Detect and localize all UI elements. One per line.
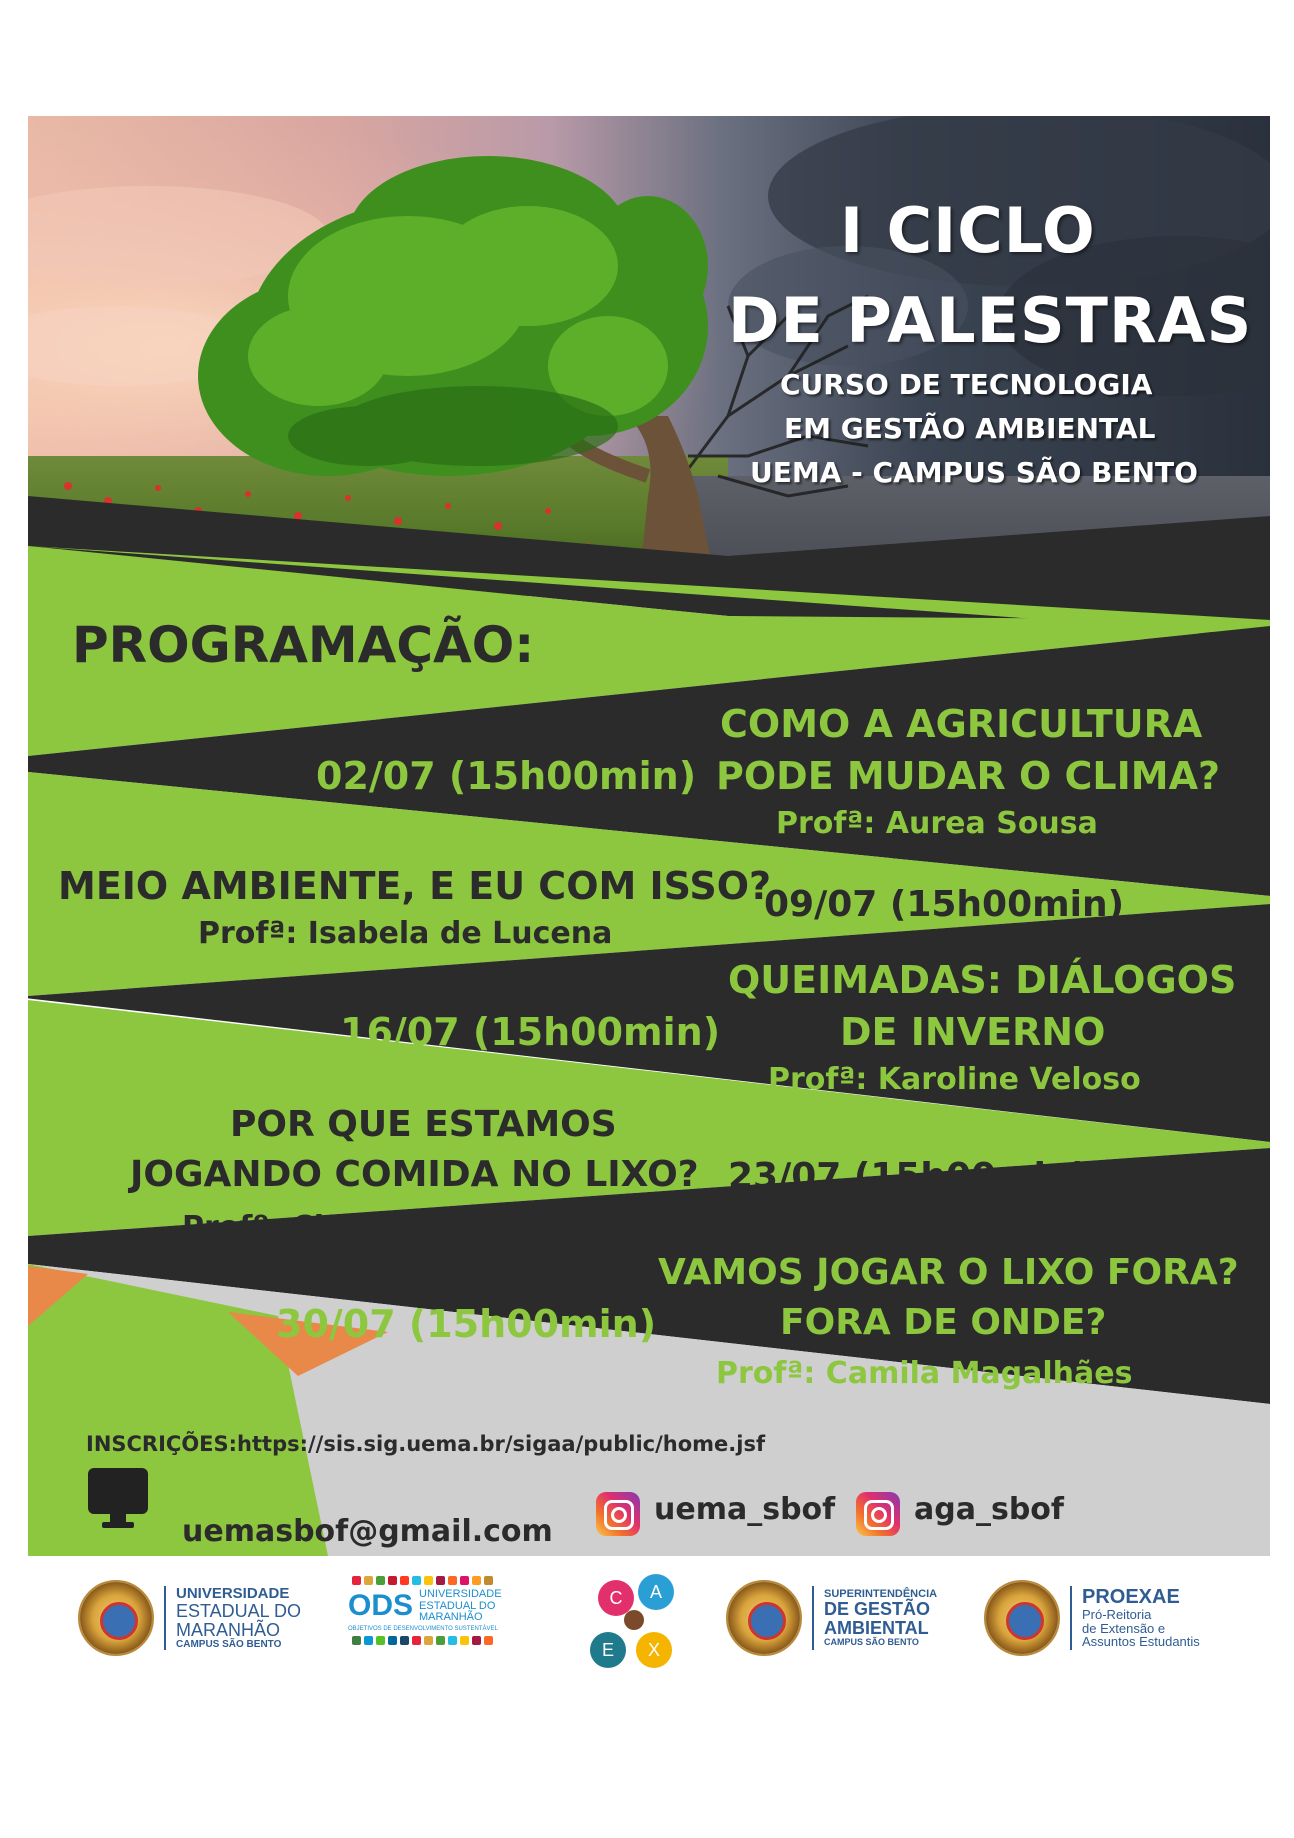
subtitle-line-2: EM GESTÃO AMBIENTAL: [784, 412, 1156, 445]
ods-line-1: UNIVERSIDADE: [419, 1588, 502, 1600]
registration-link[interactable]: INSCRIÇÕES:https://sis.sig.uema.br/sigaa/public/home.jsf: [86, 1432, 766, 1456]
poster: [28, 116, 1270, 1678]
caex-letter-a: A: [638, 1574, 674, 1610]
title-line-2: DE PALESTRAS: [728, 284, 1253, 357]
monitor-icon: [86, 1466, 150, 1524]
talk-3-title-line-1: QUEIMADAS: DIÁLOGOS: [728, 958, 1237, 1002]
caex-letter-x: X: [636, 1632, 672, 1668]
sga-line-1: SUPERINTENDÊNCIA: [824, 1587, 938, 1600]
talk-1-date: 02/07 (15h00min): [316, 754, 697, 798]
caex-letter-e: E: [590, 1632, 626, 1668]
sga-seal: [726, 1580, 802, 1656]
sga-line-3: AMBIENTAL: [824, 1618, 929, 1639]
talk-2-title-line-1: MEIO AMBIENTE, E EU COM ISSO?: [58, 864, 772, 908]
instagram-handle-1[interactable]: uema_sbof: [654, 1492, 836, 1527]
talk-3-date: 16/07 (15h00min): [340, 1010, 721, 1054]
ods-line-3: MARANHÃO: [419, 1611, 483, 1624]
instagram-handle-2[interactable]: aga_sbof: [914, 1492, 1064, 1527]
footer-logos: [28, 1556, 1270, 1678]
talk-5-date: 30/07 (15h00min): [276, 1302, 657, 1346]
ods-mark: ODS: [348, 1589, 414, 1623]
ods-line-2: ESTADUAL DO: [419, 1599, 496, 1612]
talk-1-speaker: Profª: Aurea Sousa: [776, 806, 1098, 841]
logo-caex: [586, 1574, 686, 1674]
instagram-icon: [596, 1492, 640, 1536]
proexae-seal: [984, 1580, 1060, 1656]
talk-5-title-line-1: VAMOS JOGAR O LIXO FORA?: [658, 1252, 1239, 1293]
logo-ods: [348, 1576, 528, 1666]
sga-line-2: DE GESTÃO: [824, 1599, 931, 1620]
proexae-line-4: Assuntos Estudantis: [1082, 1634, 1200, 1650]
subtitle-line-1: CURSO DE TECNOLOGIA: [780, 368, 1153, 401]
talk-1-title-line-1: COMO A AGRICULTURA: [720, 702, 1203, 746]
uema-seal: [78, 1580, 154, 1656]
talk-1-title-line-2: PODE MUDAR O CLIMA?: [716, 754, 1221, 798]
ods-caption: OBJETIVOS DE DESENVOLVIMENTO SUSTENTÁVEL: [348, 1625, 498, 1632]
subtitle-line-3: UEMA - CAMPUS SÃO BENTO: [750, 456, 1198, 489]
logo-proexae: [984, 1570, 1200, 1666]
talk-2-speaker: Profª: Isabela de Lucena: [198, 916, 613, 951]
program-heading: PROGRAMAÇÃO:: [72, 616, 535, 674]
talk-4-title-line-2: JOGANDO COMIDA NO LIXO?: [130, 1154, 699, 1195]
proexae-line-2: Pró-Reitoria: [1082, 1607, 1152, 1623]
talk-5-speaker: Profª: Camila Magalhães: [716, 1356, 1133, 1391]
proexae-line-3: de Extensão e: [1082, 1620, 1166, 1636]
talk-5-title-line-2: FORA DE ONDE?: [780, 1302, 1107, 1343]
talk-4-date: 23/07 (15h00min): [728, 1156, 1089, 1197]
uema-line-2: ESTADUAL DO: [176, 1600, 302, 1621]
instagram-icon: [856, 1492, 900, 1536]
uema-line-3: MARANHÃO: [176, 1619, 281, 1640]
logo-gestao-ambiental: [726, 1570, 937, 1666]
proexae-line-1: PROEXAE: [1082, 1586, 1180, 1609]
uema-line-1: UNIVERSIDADE: [176, 1584, 290, 1602]
talk-3-title-line-2: DE INVERNO: [840, 1010, 1106, 1054]
title-line-1: I CICLO: [840, 194, 1096, 267]
caex-letter-c: C: [598, 1580, 634, 1616]
talk-3-speaker: Profª: Karoline Veloso: [768, 1062, 1141, 1097]
talk-2-date: 09/07 (15h00min): [764, 884, 1125, 925]
uema-line-4: CAMPUS SÃO BENTO: [176, 1638, 282, 1650]
talk-4-title-line-1: POR QUE ESTAMOS: [230, 1104, 617, 1145]
logo-uema: [78, 1570, 301, 1666]
email-link[interactable]: uemasbof@gmail.com: [182, 1514, 553, 1549]
talk-4-speaker: Profº: Christian Humberto: [182, 1210, 625, 1245]
sga-line-4: CAMPUS SÃO BENTO: [824, 1636, 919, 1647]
